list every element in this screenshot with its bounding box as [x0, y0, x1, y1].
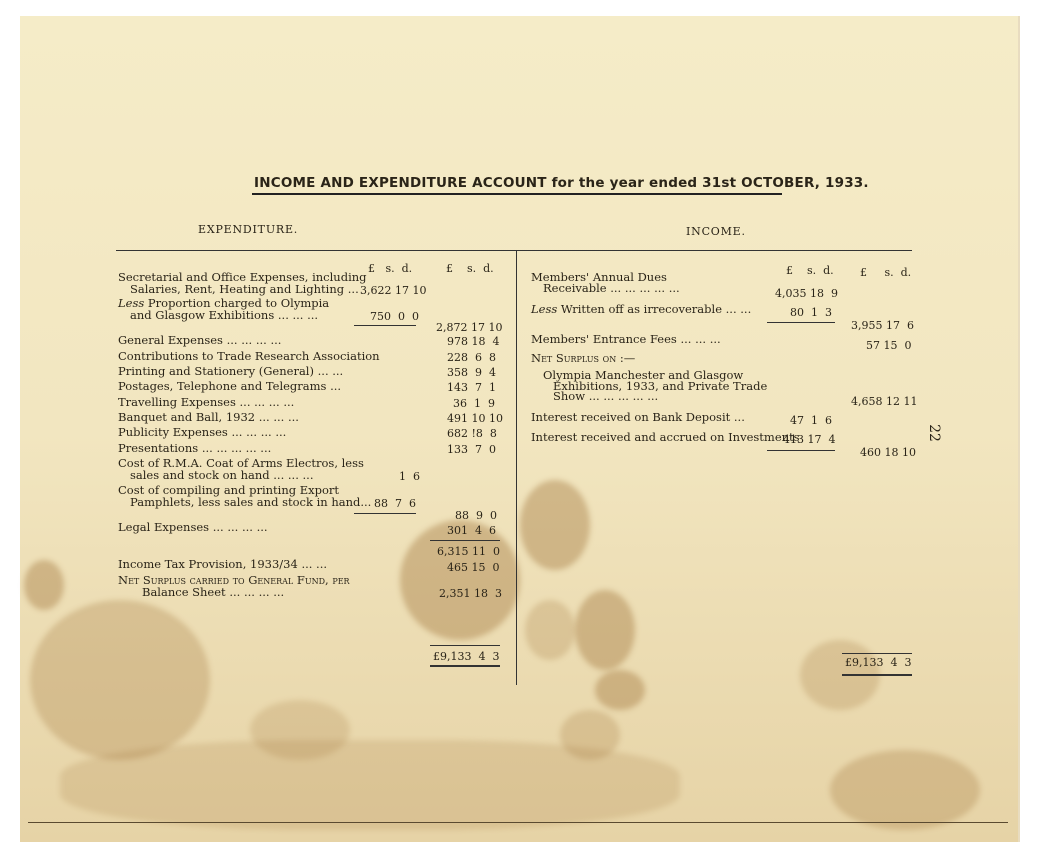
inc-bank-interest: Interest received on Bank Deposit ...	[531, 410, 745, 424]
inc-total-rule-top	[842, 653, 912, 654]
water-stain	[60, 740, 680, 830]
exp-net-surplus-line2: Balance Sheet ... ... ... ...	[142, 585, 285, 599]
water-stain	[520, 480, 590, 570]
exp-travelling-value: 36 1 9	[453, 397, 495, 410]
inc-dues-value: 4,035 18 9	[775, 287, 838, 300]
exp-export-value: 88 7 6	[374, 497, 416, 510]
exp-export-line1: Cost of compiling and printing Export	[118, 483, 340, 497]
exp-general: General Expenses ... ... ... ...	[118, 333, 282, 347]
water-stain	[400, 520, 520, 640]
exp-subrule	[354, 325, 416, 326]
exp-travelling: Travelling Expenses ... ... ... ...	[118, 395, 295, 409]
inc-written-off-text: Written off as irrecoverable ... ...	[557, 302, 752, 316]
inc-written-off-value: 80 1 3	[790, 306, 832, 319]
inc-grand-total: £9,133 4 3	[845, 656, 912, 669]
inc-net-surplus-heading: Net Surplus on :—	[531, 351, 636, 365]
table-top-rule	[116, 250, 912, 251]
exp-less-value: 750 0 0	[370, 310, 419, 323]
inc-written-off	[531, 304, 751, 316]
inc-olympia-line1: Olympia Manchester and Glasgow	[543, 368, 744, 382]
exp-printing: Printing and Stationery (General) ... ...	[118, 364, 344, 378]
exp-rma-value: 1 6	[399, 470, 420, 483]
exp-net-secretarial-value: 2,872 17 10	[436, 321, 503, 334]
exp-postages-value: 143 7 1	[447, 381, 496, 394]
exp-postages: Postages, Telephone and Telegrams ...	[118, 379, 342, 393]
exp-income-tax-value: 465 15 0	[447, 561, 500, 574]
exp-total-rule-top	[430, 645, 500, 646]
water-stain	[525, 600, 575, 660]
exp-publicity-value: 682 !8 8	[447, 427, 497, 440]
exp-total-rule-bottom	[430, 665, 500, 667]
exp-rma-line1: Cost of R.M.A. Coat of Arms Electros, less	[118, 456, 364, 470]
inc-subrule	[767, 322, 835, 323]
exp-secretarial-line1: Secretarial and Office Expenses, including	[118, 270, 367, 284]
inc-total-rule-bottom	[842, 674, 912, 676]
exp-general-value: 978 18 4	[447, 335, 500, 348]
inc-col2-header: £ s. d.	[860, 266, 912, 279]
exp-net-surplus-value: 2,351 18 3	[439, 587, 502, 600]
exp-banquet: Banquet and Ball, 1932 ... ... ...	[118, 410, 299, 424]
page-title: INCOME AND EXPENDITURE ACCOUNT for the year ended 31st OCTOBER, 1933.	[254, 175, 869, 191]
exp-subtotal-value: 6,315 11 0	[437, 545, 500, 558]
exp-subtotal-rule	[430, 540, 500, 541]
exp-printing-value: 358 9 4	[447, 366, 496, 379]
income-heading: INCOME.	[686, 225, 746, 238]
exp-presentations: Presentations ... ... ... ... ...	[118, 441, 272, 455]
exp-secretarial-value: 3,622 17 10	[360, 284, 427, 297]
less-italic: Less	[118, 296, 145, 310]
less-italic: Less	[531, 302, 558, 316]
exp-contributions-value: 228 6 8	[447, 351, 496, 364]
exp-grand-total: £9,133 4 3	[433, 650, 500, 663]
page-number: 22	[925, 424, 942, 442]
center-divider	[516, 250, 517, 685]
water-stain	[575, 590, 635, 670]
inc-entrance-fees: Members' Entrance Fees ... ... ...	[531, 332, 721, 346]
inc-olympia-value: 4,658 12 11	[851, 395, 918, 408]
inc-entrance-fees-value: 57 15 0	[866, 339, 912, 352]
exp-less-text: Proportion charged to Olympia	[144, 296, 330, 310]
exp-net-surplus-line1: Net Surplus carried to General Fund, per	[118, 573, 350, 587]
inc-subrule	[767, 450, 835, 451]
exp-legal-value: 301 4 6	[447, 524, 496, 537]
exp-export-line2: Pamphlets, less sales and stock in hand...	[130, 495, 372, 509]
exp-publicity: Publicity Expenses ... ... ... ...	[118, 425, 287, 439]
exp-rma-line2: sales and stock on hand ... ... ...	[130, 468, 314, 482]
page-bottom-edge	[28, 822, 1008, 823]
exp-subrule	[354, 513, 416, 514]
exp-col1-header: £ s. d.	[368, 262, 413, 275]
exp-col2-header: £ s. d.	[446, 262, 494, 275]
water-stain	[595, 670, 645, 710]
expenditure-heading: EXPENDITURE.	[198, 223, 299, 236]
exp-export-total-value: 88 9 0	[455, 509, 497, 522]
exp-legal: Legal Expenses ... ... ... ...	[118, 520, 268, 534]
exp-secretarial-line2: Salaries, Rent, Heating and Lighting ...	[130, 282, 359, 296]
water-stain	[250, 700, 350, 760]
inc-col1-header: £ s. d.	[786, 264, 834, 277]
inc-olympia-line2: Exhibitions, 1933, and Private Trade	[553, 379, 768, 393]
water-stain	[830, 750, 980, 830]
inc-investment-interest: Interest received and accrued on Investments	[531, 430, 800, 444]
inc-olympia-line3: Show ... ... ... ... ...	[553, 389, 659, 403]
inc-interest-total-value: 460 18 10	[860, 446, 916, 459]
water-stain	[24, 560, 64, 610]
exp-contributions: Contributions to Trade Research Association	[118, 349, 380, 363]
exp-income-tax: Income Tax Provision, 1933/34 ... ...	[118, 557, 328, 571]
inc-net-dues-value: 3,955 17 6	[851, 319, 914, 332]
exp-presentations-value: 133 7 0	[447, 443, 496, 456]
exp-banquet-value: 491 10 10	[447, 412, 503, 425]
water-stain	[30, 600, 210, 760]
inc-bank-interest-value: 47 1 6	[790, 414, 832, 427]
title-underline	[252, 193, 782, 195]
inc-investment-interest-value: 413 17 4	[783, 433, 836, 446]
inc-dues-line1: Members' Annual Dues	[531, 270, 667, 284]
exp-less-line2: and Glasgow Exhibitions ... ... ...	[130, 308, 319, 322]
inc-dues-line2: Receivable ... ... ... ... ...	[543, 281, 680, 295]
